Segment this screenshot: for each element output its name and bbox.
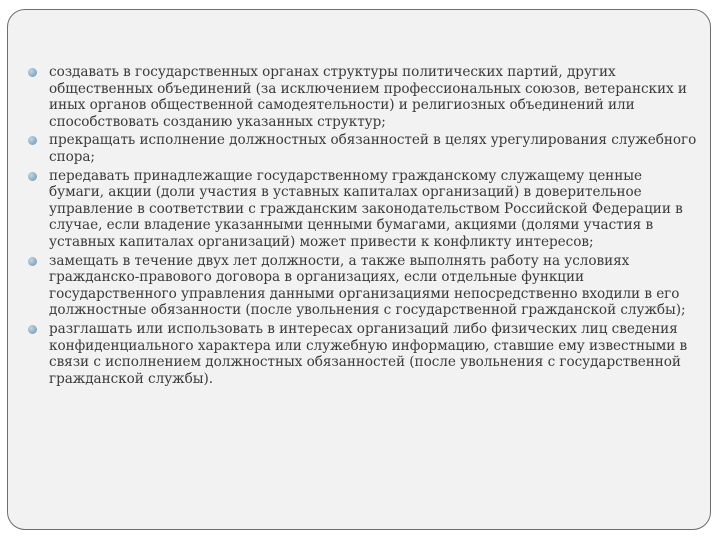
list-item [22, 168, 697, 251]
bullet-text: замещать в течение двух лет должности, а также выполнять работу на условиях гражданско-правового договора в организациях, если отдельные функции государственного управления данными организациями непосредственно входили в его должностные обязанности (после увольнения с государственной гражданской службы); [49, 252, 686, 319]
bullet-text: создавать в государственных органах структуры политических партий, других общественных объединений (за исключением профессиональных союзов, ветеранских и иных органов общественной самодеятельности) и религиозных объединений или способствовать созданию указанных структур; [49, 64, 687, 130]
bullet-dot-icon [28, 257, 37, 266]
bullet-dot-icon [28, 172, 37, 181]
list-item [22, 132, 697, 165]
list-item [22, 253, 697, 319]
bullet-text: прекращать исполнение должностных обязанностей в целях урегулирования служебного спора; [49, 132, 697, 165]
bullet-text: передавать принадлежащие государственному гражданскому служащему ценные бумаги, акции (доли участия в уставных капиталах организаций) в доверительное управление в соответствии с гражданским законодательством Российской Федерации в случае, если владение указанными ценными бумагами, акциями (долями участия в уставных капиталах организаций) может привести к конфликту интересов; [49, 167, 683, 250]
bullet-dot-icon [28, 325, 37, 334]
list-item [22, 64, 697, 130]
bullet-dot-icon [28, 136, 37, 145]
bullet-list [22, 64, 697, 389]
bullet-text: разглашать или использовать в интересах организаций либо физических лиц сведения конфиденциального характера или служебную информацию, ставшие ему известными в связи с исполнением должностных обязанностей (после увольнения с государственной гражданской службы). [49, 320, 688, 387]
bullet-dot-icon [28, 68, 37, 77]
list-item [22, 321, 697, 387]
